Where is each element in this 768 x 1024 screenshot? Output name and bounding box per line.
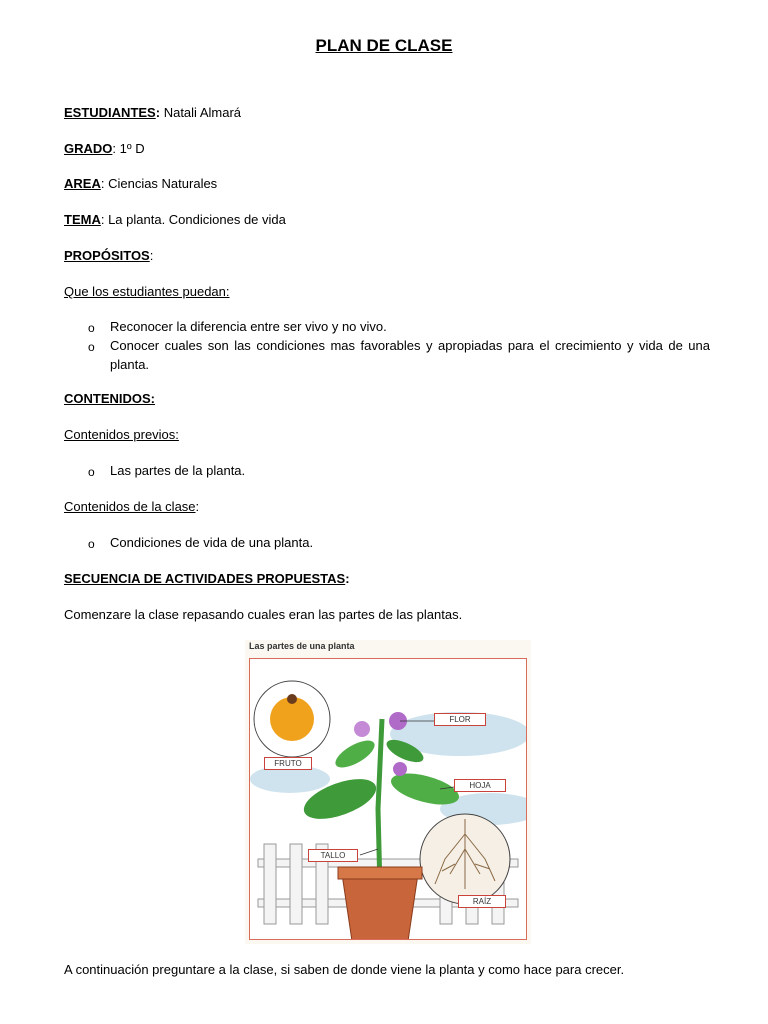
page-title: PLAN DE CLASE [315,36,453,55]
contents-heading: CONTENIDOS: [64,391,155,406]
fruit-label: FRUTO [264,757,312,770]
purposes-heading: PROPÓSITOS: [64,248,154,263]
class-contents-label: Contenidos de la clase [64,499,196,514]
previous-contents-label: Contenidos previos: [64,427,179,442]
students-label: ESTUDIANTES [64,105,156,120]
activities-heading-line: SECUENCIA DE ACTIVIDADES PROPUESTAS: [64,571,350,586]
class-contents-line: Contenidos de la clase: [64,499,200,514]
bullet-marker: o [88,321,95,335]
purposes-label: PROPÓSITOS [64,248,150,263]
purpose-item: Reconocer la diferencia entre ser vivo y no vivo. [110,319,387,334]
leaf-label: HOJA [454,779,506,792]
grade-line: GRADO: 1º D [64,141,145,156]
students-line: ESTUDIANTES: Natali Almará [64,105,242,120]
root-label: RAÍZ [458,895,506,908]
plant-parts-figure [245,640,531,944]
activities-closing: A continuación preguntare a la clase, si saben de donde viene la planta y como hace para crecer. [64,962,625,977]
bullet-marker: o [88,537,95,551]
bullet-marker: o [88,465,95,479]
students-value: Natali Almará [163,105,242,120]
stem-shape [378,719,382,889]
topic-label: TEMA [64,212,101,227]
grade-value: 1º D [119,141,145,156]
bullet-marker: o [88,340,95,354]
area-value: Ciencias Naturales [108,176,218,191]
leaf-shape [331,735,378,773]
class-content-item: Condiciones de vida de una planta. [110,535,314,550]
topic-value: La planta. Condiciones de vida [108,212,286,227]
pot-shape [342,874,418,940]
activities-heading: SECUENCIA DE ACTIVIDADES PROPUESTAS [64,571,346,586]
flower-icon [393,762,407,776]
grade-label: GRADO [64,141,113,156]
area-label: AREA [64,176,101,191]
purposes-intro: Que los estudiantes puedan: [64,284,230,299]
previous-content-item: Las partes de la planta. [110,463,246,478]
figure-frame [249,658,527,940]
topic-line: TEMA: La planta. Condiciones de vida [64,212,286,227]
activities-intro: Comenzare la clase repasando cuales eran las partes de las plantas. [64,607,463,622]
stem-label: TALLO [308,849,358,862]
flower-label: FLOR [434,713,486,726]
figure-title: Las partes de una planta [249,641,355,651]
area-line: AREA: Ciencias Naturales [64,176,218,191]
purpose-item: Conocer cuales son las condiciones mas favorables y apropiadas para el crecimiento y vida de una planta. [110,338,710,372]
flower-icon [354,721,370,737]
